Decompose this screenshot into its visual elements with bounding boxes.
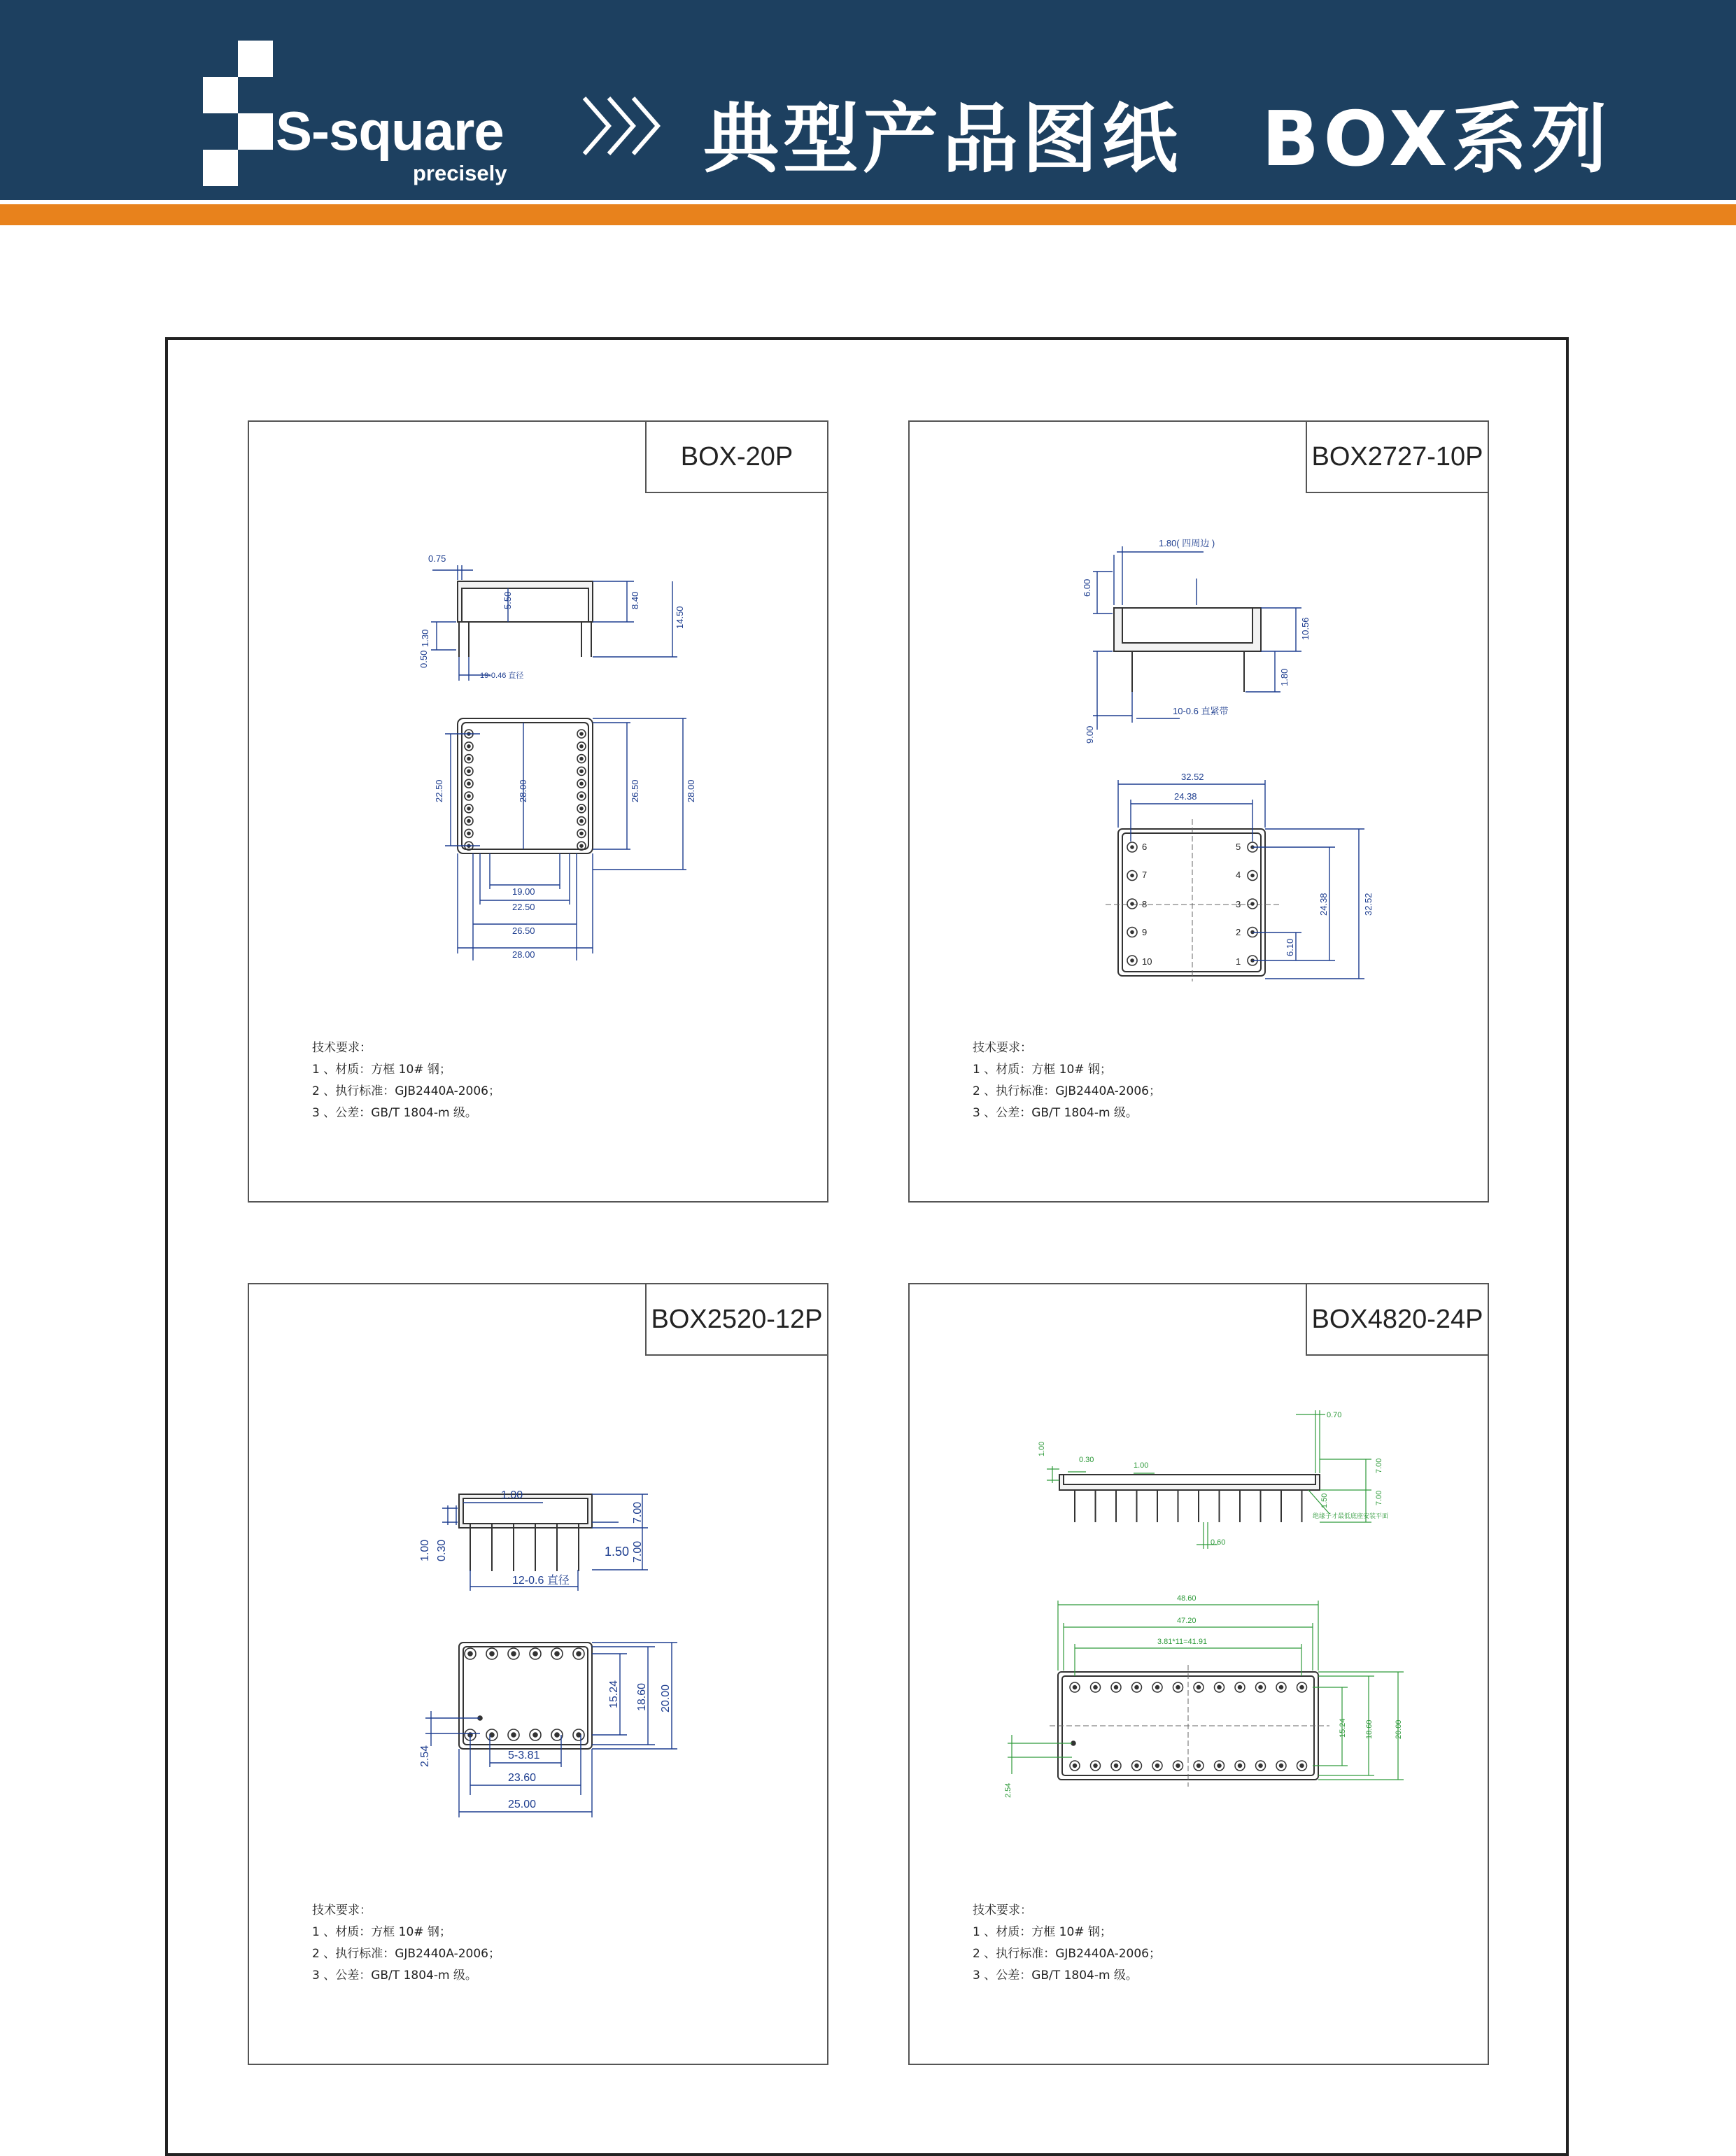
dim-label: 0.60 (1211, 1538, 1226, 1547)
dim-label: 0.30 (1079, 1456, 1094, 1464)
dim-label: 25.00 (508, 1799, 537, 1810)
dim-label: 1.30 (420, 629, 430, 647)
pin-hole (1131, 931, 1134, 934)
dim-label: 1.50 (1320, 1493, 1329, 1508)
dim-label: 0.30 (436, 1539, 448, 1561)
dim-label: 0.70 (1327, 1411, 1342, 1419)
pin-hole (1073, 1764, 1077, 1768)
dim-label: 15.24 (1339, 1718, 1347, 1738)
notes-heading: 技术要求： (312, 1903, 372, 1917)
page-title: 典型产品图纸 BOX系列 (703, 96, 1611, 183)
dim-note: 12-0.6 直径 (512, 1575, 570, 1587)
pin-hole (1218, 1686, 1221, 1689)
pin-hole (1131, 959, 1134, 962)
pin-hole (580, 758, 583, 760)
dim-label: 28.00 (512, 949, 535, 960)
pin-hole (1135, 1764, 1138, 1768)
pin-hole (1300, 1764, 1304, 1768)
dim-label: 6.00 (1082, 579, 1092, 597)
pin-hole (533, 1733, 537, 1737)
brand-tagline: precisely (413, 161, 507, 185)
brand-name: S-square (276, 100, 504, 162)
panel-title: BOX4820-24P (1306, 1283, 1489, 1356)
technical-requirements (312, 1900, 500, 1987)
dim-label: 14.50 (675, 606, 685, 629)
pin-hole (1280, 1686, 1283, 1689)
chevron-right-icon (581, 91, 665, 161)
pin-hole (1135, 1686, 1138, 1689)
pin-hole (1239, 1764, 1242, 1768)
dim-label: 7.00 (1375, 1490, 1383, 1505)
brand-logo (203, 41, 525, 187)
pin-hole (577, 1652, 581, 1656)
pin-hole (1115, 1764, 1118, 1768)
pin-hole (1073, 1686, 1077, 1689)
pin-label: 5 (1236, 842, 1241, 852)
technical-requirements (973, 1900, 1161, 1987)
pin-hole (577, 1733, 581, 1737)
pin-hole (1131, 846, 1134, 849)
pin-hole (467, 820, 470, 823)
dim-label: 7.00 (1375, 1458, 1383, 1473)
pin-hole (1239, 1686, 1242, 1689)
dim-label: 1.00 (1038, 1441, 1046, 1456)
pin-label: 8 (1142, 899, 1148, 909)
dim-label: 1.00 (419, 1539, 431, 1561)
pin-hole (1094, 1686, 1097, 1689)
notes-line: 3 、公差：GB/T 1804-m 级。 (973, 1106, 1138, 1120)
pin-label: 2 (1236, 927, 1241, 937)
pin-hole (511, 1733, 516, 1737)
dim-label: 32.52 (1363, 893, 1374, 916)
dim-note: 绝缘子才最低底座安装平面 (1313, 1512, 1389, 1519)
dim-note: 10-0.6 直紧带 (1173, 706, 1229, 716)
dim-label: 20.00 (660, 1684, 672, 1712)
dim-label: 6.10 (1285, 938, 1295, 956)
pin-hole (580, 732, 583, 735)
notes-line: 2 、执行标准：GJB2440A-2006； (312, 1084, 500, 1098)
pin-hole (1094, 1764, 1097, 1768)
dim-note: 19-0.46 直径 (480, 672, 524, 680)
notes-line: 1 、材质：方框 10# 钢； (973, 1925, 1112, 1939)
dim-label: 22.50 (434, 779, 444, 802)
technical-drawing (910, 422, 1490, 1030)
dim-label: 23.60 (508, 1772, 537, 1784)
dim-label: 3.81*11=41.91 (1157, 1638, 1208, 1646)
notes-heading: 技术要求： (312, 1041, 372, 1055)
pin-hole (555, 1652, 559, 1656)
dim-label: 0.75 (428, 553, 446, 564)
pin-label: 1 (1236, 956, 1241, 967)
pin-hole (490, 1733, 494, 1737)
dim-label: 5-3.81 (508, 1750, 540, 1761)
notes-line: 1 、材质：方框 10# 钢； (312, 1925, 451, 1939)
technical-requirements (973, 1037, 1161, 1124)
header-banner (0, 0, 1736, 200)
dim-label: 2.54 (419, 1745, 431, 1767)
pin-hole (1300, 1686, 1304, 1689)
pin-hole (1115, 1686, 1118, 1689)
pin-hole (580, 832, 583, 835)
notes-line: 2 、执行标准：GJB2440A-2006； (312, 1947, 500, 1961)
notes-line: 3 、公差：GB/T 1804-m 级。 (312, 1106, 477, 1120)
dim-label: 0.50 (418, 650, 429, 668)
dim-label: 2.54 (1004, 1782, 1012, 1798)
dim-label: 15.24 (608, 1680, 620, 1708)
pin-hole (490, 1652, 494, 1656)
dim-label: 8.40 (630, 591, 640, 609)
dim-label: 28.00 (686, 779, 696, 802)
pin-hole (1131, 902, 1134, 905)
pin-hole (580, 795, 583, 797)
pin-hole (1251, 902, 1254, 905)
pin-hole (467, 758, 470, 760)
dim-label: 47.20 (1177, 1617, 1197, 1625)
pin-hole (1251, 874, 1254, 877)
pin-hole (1156, 1686, 1159, 1689)
panel-title: BOX2727-10P (1306, 420, 1489, 493)
pin-label: 6 (1142, 842, 1148, 852)
dim-label: 1.80( 四周边 ) (1159, 538, 1215, 548)
pin-hole (555, 1733, 559, 1737)
dim-label: 5.50 (502, 591, 513, 609)
dim-label: 22.50 (512, 902, 535, 912)
dim-label: 7.00 (632, 1540, 644, 1563)
pin-hole (1259, 1764, 1262, 1768)
technical-drawing (910, 1284, 1490, 1893)
pin-hole (1197, 1764, 1201, 1768)
pin-hole (1176, 1686, 1180, 1689)
notes-line: 3 、公差：GB/T 1804-m 级。 (973, 1969, 1138, 1983)
dim-label: 19.00 (512, 886, 535, 897)
accent-bar (0, 204, 1736, 225)
pin-hole (467, 782, 470, 785)
technical-drawing (249, 422, 830, 1030)
dim-label: 32.52 (1181, 772, 1204, 782)
dim-label: 7.00 (632, 1501, 644, 1524)
pin-hole (1156, 1764, 1159, 1768)
pin-label: 9 (1142, 927, 1148, 937)
pin-hole (533, 1652, 537, 1656)
dim-label: 26.50 (512, 925, 535, 936)
pin-hole (580, 844, 583, 847)
pin-hole (580, 782, 583, 785)
dim-label: 18.60 (1365, 1719, 1374, 1739)
dim-label: 24.38 (1318, 893, 1329, 916)
pin-hole (467, 795, 470, 797)
pin-hole (580, 807, 583, 810)
panel-title: BOX-20P (645, 420, 828, 493)
pin-hole (1197, 1686, 1201, 1689)
pin-label: 3 (1236, 899, 1241, 909)
pin-label: 10 (1142, 956, 1152, 967)
dim-label: 26.50 (630, 779, 640, 802)
pin-hole (467, 745, 470, 748)
dim-label: 48.60 (1177, 1594, 1197, 1603)
pin-hole (1218, 1764, 1221, 1768)
notes-line: 1 、材质：方框 10# 钢； (312, 1063, 451, 1077)
dim-label: 20.00 (1395, 1719, 1403, 1739)
pin-hole (467, 832, 470, 835)
pin-hole (467, 807, 470, 810)
pin-hole (468, 1652, 472, 1656)
pin-hole (1176, 1764, 1180, 1768)
dim-label: 1.50 (605, 1545, 630, 1559)
dim-label: 24.38 (1174, 791, 1197, 802)
pin-label: 4 (1236, 870, 1241, 880)
drawing-panel-box2520-12p (248, 1283, 828, 2065)
notes-line: 2 、执行标准：GJB2440A-2006； (973, 1947, 1161, 1961)
notes-line: 1 、材质：方框 10# 钢； (973, 1063, 1112, 1077)
pin-hole (467, 770, 470, 772)
pin-hole (580, 770, 583, 772)
notes-heading: 技术要求： (973, 1041, 1032, 1055)
pin-hole (1280, 1764, 1283, 1768)
technical-requirements (312, 1037, 500, 1124)
notes-line: 3 、公差：GB/T 1804-m 级。 (312, 1969, 477, 1983)
pin-hole (580, 820, 583, 823)
dim-label: 9.00 (1085, 725, 1095, 744)
notes-heading: 技术要求： (973, 1903, 1032, 1917)
dim-label: 1.00 (501, 1489, 523, 1501)
dim-label: 10.56 (1300, 617, 1311, 640)
drawing-panel-box2727-10p (908, 420, 1489, 1203)
pin-hole (580, 745, 583, 748)
pin-label: 7 (1142, 870, 1148, 880)
dim-label: 1.80 (1279, 668, 1290, 686)
drawing-panel-box-20p (248, 420, 828, 1203)
pin-hole (1259, 1686, 1262, 1689)
pin-hole (1131, 874, 1134, 877)
drawing-panel-box4820-24p (908, 1283, 1489, 2065)
notes-line: 2 、执行标准：GJB2440A-2006； (973, 1084, 1161, 1098)
dim-label: 1.00 (1134, 1461, 1149, 1470)
dim-label: 18.60 (636, 1682, 648, 1711)
panel-title: BOX2520-12P (645, 1283, 828, 1356)
pin-hole (511, 1652, 516, 1656)
dim-label: 28.00 (518, 779, 528, 802)
technical-drawing (249, 1284, 830, 1893)
